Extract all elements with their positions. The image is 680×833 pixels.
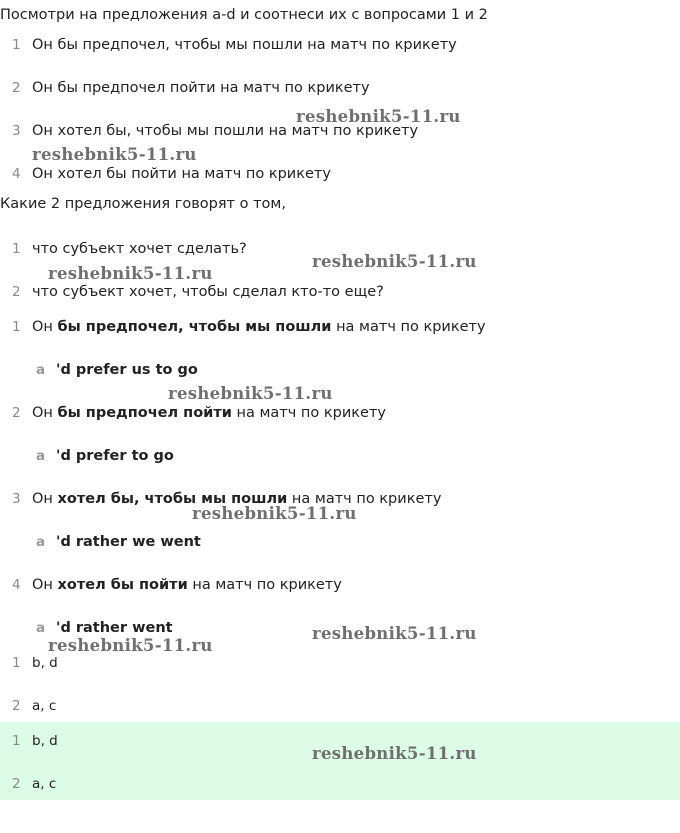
answer-text: a, c (32, 698, 57, 714)
analysis-letter: a (36, 620, 46, 636)
watermark: reshebnik5-11.ru (168, 384, 333, 403)
sentence-text: Он хотел бы пойти на матч по крикету (32, 166, 331, 182)
analysis-post: на матч по крикету (331, 319, 486, 335)
sentence-number: 4 (12, 166, 21, 182)
watermark: reshebnik5-11.ru (312, 252, 477, 271)
sentence-text: Он бы предпочел, чтобы мы пошли на матч по крикету (32, 37, 457, 53)
analysis-post: на матч по крикету (231, 405, 386, 421)
analysis-sentence (32, 576, 342, 594)
sentence-number: 1 (12, 37, 21, 53)
sentence-number: 3 (12, 123, 21, 139)
final-answer-text: a, c (32, 776, 57, 792)
question-text: что субъект хочет, чтобы сделал кто-то еще? (32, 284, 384, 300)
answer-number: 1 (12, 655, 21, 671)
analysis-letter: a (36, 362, 46, 378)
answer-text: b, d (32, 655, 58, 671)
watermark: reshebnik5-11.ru (296, 107, 461, 126)
question-number: 2 (12, 284, 21, 300)
final-answer-text: b, d (32, 733, 58, 749)
analysis-sentence (32, 404, 386, 422)
task-title: Посмотри на предложения a-d и соотнеси их с вопросами 1 и 2 (0, 7, 488, 23)
question-intro: Какие 2 предложения говорят о том, (0, 196, 286, 212)
analysis-highlight: бы предпочел, чтобы мы пошли (57, 319, 332, 335)
final-answer-number: 2 (12, 776, 21, 792)
watermark: reshebnik5-11.ru (32, 145, 197, 164)
watermark: reshebnik5-11.ru (48, 636, 213, 655)
analysis-english: 'd prefer us to go (56, 362, 198, 378)
sentence-text: Он бы предпочел пойти на матч по крикету (32, 80, 370, 96)
analysis-number: 3 (12, 491, 21, 507)
watermark: reshebnik5-11.ru (48, 264, 213, 283)
final-answer-number: 1 (12, 733, 21, 749)
analysis-pre: Он (32, 319, 58, 335)
analysis-letter: a (36, 448, 46, 464)
answer-number: 2 (12, 698, 21, 714)
sentence-text: Он хотел бы, чтобы мы пошли на матч по крикету (32, 123, 419, 139)
analysis-sentence (32, 318, 486, 336)
analysis-english: 'd rather went (56, 620, 173, 636)
analysis-pre: Он (32, 491, 58, 507)
question-text: что субъект хочет сделать? (32, 241, 247, 257)
analysis-letter: a (36, 534, 46, 550)
watermark: reshebnik5-11.ru (312, 744, 477, 763)
analysis-english: 'd rather we went (56, 534, 201, 550)
analysis-highlight: хотел бы, чтобы мы пошли (57, 491, 288, 507)
analysis-highlight: бы предпочел пойти (57, 405, 232, 421)
analysis-highlight: хотел бы пойти (57, 577, 188, 593)
question-number: 1 (12, 241, 21, 257)
analysis-english: 'd prefer to go (56, 448, 174, 464)
analysis-post: на матч по крикету (287, 491, 442, 507)
analysis-post: на матч по крикету (187, 577, 342, 593)
watermark: reshebnik5-11.ru (192, 504, 357, 523)
analysis-number: 2 (12, 405, 21, 421)
analysis-number: 1 (12, 319, 21, 335)
analysis-pre: Он (32, 405, 58, 421)
sentence-number: 2 (12, 80, 21, 96)
watermark: reshebnik5-11.ru (312, 624, 477, 643)
analysis-pre: Он (32, 577, 58, 593)
analysis-number: 4 (12, 577, 21, 593)
